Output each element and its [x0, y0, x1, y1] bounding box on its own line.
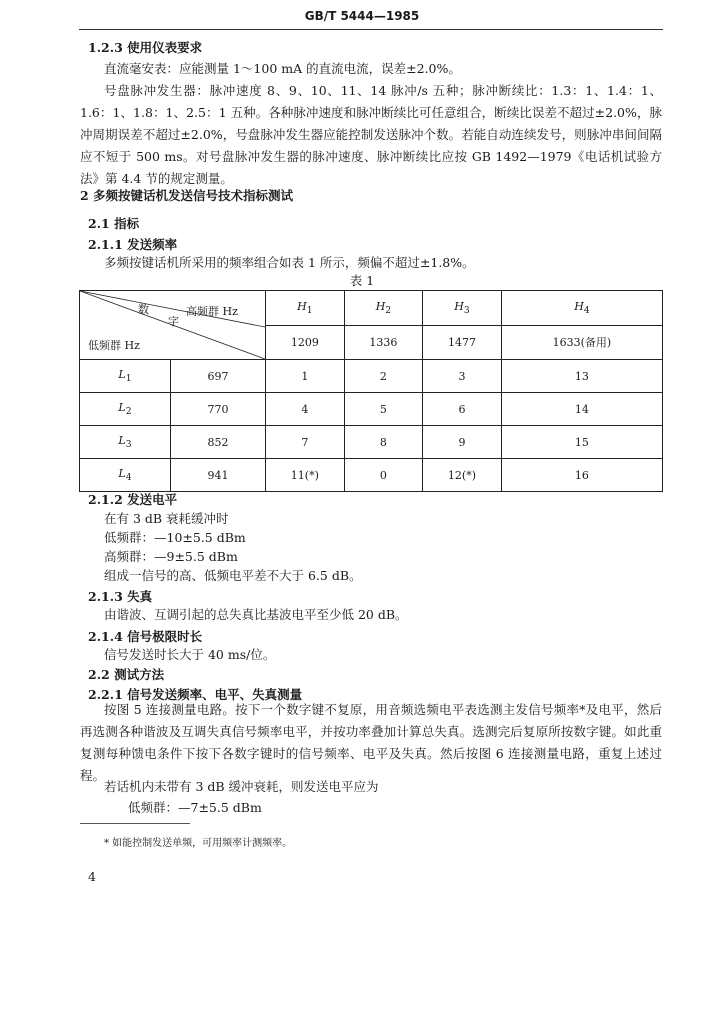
- high-freq-1633: 1633(备用): [501, 325, 662, 360]
- table-cell: 0: [344, 459, 422, 492]
- table-cell: 3: [423, 360, 502, 393]
- row-freq: 852: [171, 426, 266, 459]
- footnote-rule: [80, 823, 190, 824]
- section-heading-1-2-3: 1.2.3 使用仪表要求: [88, 40, 203, 55]
- table-cell: 4: [266, 393, 345, 426]
- table-cell: 8: [344, 426, 422, 459]
- low-group-level: 低频群：—10±5.5 dBm: [104, 530, 246, 545]
- table-cell: 14: [501, 393, 662, 426]
- corner-low-group-label: 低频群 Hz: [88, 339, 140, 352]
- row-freq: 941: [171, 459, 266, 492]
- corner-digit-label-1: 数: [138, 303, 149, 316]
- table-cell: 11(*): [266, 459, 345, 492]
- section-heading-2-2: 2.2 测试方法: [88, 667, 165, 682]
- table-cell: 5: [344, 393, 422, 426]
- no-buffer-condition: 若话机内未带有 3 dB 缓冲衰耗，则发送电平应为: [104, 779, 379, 794]
- high-freq-1336: 1336: [344, 325, 422, 360]
- signal-duration-requirement: 信号发送时长大于 40 ms/位。: [104, 647, 276, 662]
- high-group-header-h2: $H_2$: [344, 291, 422, 326]
- table-cell: 7: [266, 426, 345, 459]
- table-cell: 6: [423, 393, 502, 426]
- section-heading-2-1-4: 2.1.4 信号极限时长: [88, 629, 203, 644]
- header-rule: [79, 29, 663, 30]
- section-heading-2-2-1: 2.2.1 信号发送频率、电平、失真测量: [88, 687, 303, 702]
- section-heading-2-1-1: 2.1.1 发送频率: [88, 237, 178, 252]
- high-group-header-h1: $H_1$: [266, 291, 345, 326]
- dial-pulse-generator-paragraph: 号盘脉冲发生器：脉冲速度 8、9、10、11、14 脉冲/s 五种；脉冲断续比：1.3：1、1.4：1、1.6：1、1.8：1、2.5：1 五种。各种脉冲速度和脉冲断续比可任意组合，断续比误差不超过±2.0%，脉冲周期误差不超过±2.0%，号盘脉冲发生器应能控制发送脉冲个数。若能自动连续发号，则脉冲串间间隔应不短于 500 ms。对号盘脉冲发生器的脉冲速度、脉冲断续比应按 GB 1492—1979《电话机试验方法》第 4.4 节的规定测量。: [80, 83, 662, 186]
- high-group-header-h4: $H_4$: [501, 291, 662, 326]
- table-cell: 16: [501, 459, 662, 492]
- table-row-l2: [80, 393, 663, 426]
- table-cell: 15: [501, 426, 662, 459]
- section-heading-2-1-3: 2.1.3 失真: [88, 589, 153, 604]
- section-heading-2-1: 2.1 指标: [88, 216, 140, 231]
- low-group-level-no-buffer: 低频群：—7±5.5 dBm: [128, 800, 262, 815]
- frequency-table: [79, 290, 663, 492]
- table-cell: 12(*): [423, 459, 502, 492]
- high-group-level: 高频群：—9±5.5 dBm: [104, 549, 238, 564]
- page-header: GB/T 5444—1985: [304, 9, 420, 23]
- page-number: 4: [88, 869, 96, 884]
- corner-high-group-label: 高频群 Hz: [186, 305, 238, 318]
- table-cell: 13: [501, 360, 662, 393]
- row-freq: 697: [171, 360, 266, 393]
- ammeter-requirement: 直流毫安表：应能测量 1～100 mA 的直流电流，误差±2.0%。: [104, 61, 461, 76]
- row-label: $L_4$: [80, 459, 171, 492]
- high-freq-1477: 1477: [423, 325, 502, 360]
- table-row-l1: [80, 360, 663, 393]
- high-group-header-h3: $H_3$: [423, 291, 502, 326]
- row-label: $L_2$: [80, 393, 171, 426]
- row-freq: 770: [171, 393, 266, 426]
- footnote: * 如能控制发送单频，可用频率计测频率。: [104, 838, 293, 849]
- frequency-combination-text: 多频按键话机所采用的频率组合如表 1 所示，频偏不超过±1.8%。: [104, 255, 475, 270]
- attenuation-condition: 在有 3 dB 衰耗缓冲时: [104, 511, 229, 526]
- table-cell: 2: [344, 360, 422, 393]
- table-cell: 1: [266, 360, 345, 393]
- measurement-procedure-paragraph: 按图 5 连接测量电路。按下一个数字键不复原，用音频选频电平表选测主发信号频率*及电平，然后再选测各种谐波及互调失真信号频率电平，并按功率叠加计算总失真。选测完后复原所按数字键。如此重复测每种馈电条件下按下各数字键时的信号频率、电平及失真。然后按图 6 连接测量电路，重复上述过程。: [80, 702, 662, 783]
- distortion-requirement: 由谐波、互调引起的总失真比基波电平至少低 20 dB。: [104, 607, 408, 622]
- row-label: $L_1$: [80, 360, 171, 393]
- table-row-l4: [80, 459, 663, 492]
- table-cell: 9: [423, 426, 502, 459]
- row-label: $L_3$: [80, 426, 171, 459]
- section-heading-2: 2 多频按键话机发送信号技术指标测试: [80, 188, 294, 203]
- level-difference: 组成一信号的高、低频电平差不大于 6.5 dB。: [104, 568, 362, 583]
- table-title: 表 1: [349, 273, 375, 288]
- table-row-l3: [80, 426, 663, 459]
- high-freq-1209: 1209: [266, 325, 345, 360]
- table-corner: [80, 291, 266, 360]
- section-heading-2-1-2: 2.1.2 发送电平: [88, 492, 178, 507]
- corner-digit-label-2: 字: [168, 315, 179, 328]
